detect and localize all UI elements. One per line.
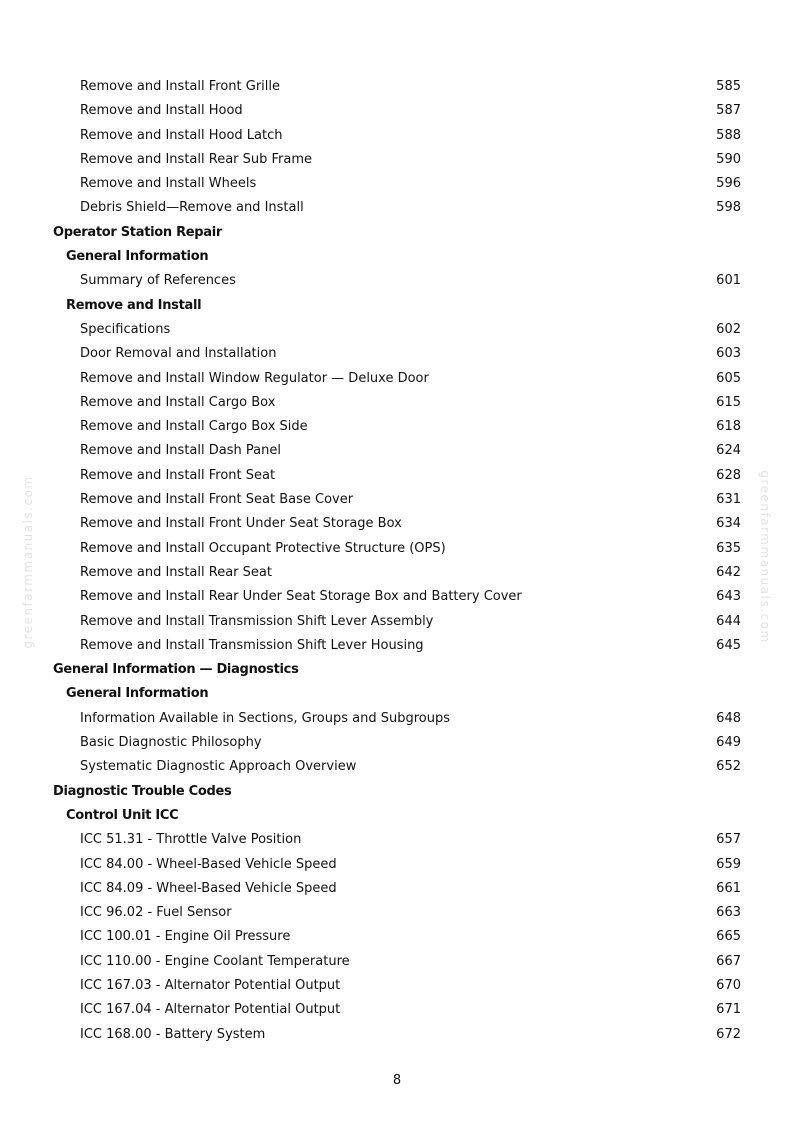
toc-entry-title: ICC 167.04 - Alternator Potential Output	[80, 1002, 341, 1018]
toc-entry-title: ICC 84.00 - Wheel-Based Vehicle Speed	[80, 856, 337, 872]
toc-entry	[0, 512, 794, 536]
toc-entry-title: Remove and Install Hood	[80, 103, 243, 119]
toc-entry-page-number: 671	[716, 1002, 741, 1018]
toc-entry	[0, 196, 794, 220]
toc-entry	[0, 1023, 794, 1047]
toc-entry-page-number: 635	[716, 540, 741, 556]
toc-entry	[0, 488, 794, 512]
toc-entry	[0, 950, 794, 974]
toc-entry-page-number: 596	[716, 176, 741, 192]
toc-entry-title: Remove and Install Transmission Shift Lever Housing	[80, 637, 424, 653]
toc-entry-title: Remove and Install Cargo Box	[80, 394, 276, 410]
toc-entry-page-number: 618	[716, 419, 741, 435]
toc-entry-title: Remove and Install Rear Seat	[80, 564, 272, 580]
toc-entry-title: General Information — Diagnostics	[53, 662, 299, 678]
toc-entry-title: Remove and Install Front Under Seat Storage Box	[80, 516, 402, 532]
toc-entry-title: ICC 110.00 - Engine Coolant Temperature	[80, 953, 350, 969]
toc-subsection-heading	[0, 294, 794, 318]
watermark-right: greenfarmmanuals.com	[758, 470, 772, 644]
toc-entry-title: Remove and Install Cargo Box Side	[80, 419, 308, 435]
toc-entry	[0, 561, 794, 585]
toc-entry-page-number: 605	[716, 370, 741, 386]
toc-entry-title: Remove and Install Rear Under Seat Storage Box and Battery Cover	[80, 589, 522, 605]
toc-subsection-heading	[0, 804, 794, 828]
toc-entry	[0, 318, 794, 342]
toc-entry-title: ICC 100.01 - Engine Oil Pressure	[80, 929, 291, 945]
page-number: 8	[392, 1073, 402, 1088]
toc-entry-page-number: 644	[716, 613, 741, 629]
toc-entry-page-number: 643	[716, 589, 741, 605]
toc-entry-page-number: 665	[716, 929, 741, 945]
toc-entry-page-number: 598	[716, 200, 741, 216]
toc-entry-title: ICC 168.00 - Battery System	[80, 1026, 266, 1042]
toc-entry	[0, 99, 794, 123]
toc-entry-page-number: 628	[716, 467, 741, 483]
toc-entry	[0, 731, 794, 755]
toc-entry-title: Remove and Install Hood Latch	[80, 127, 283, 143]
toc-entry	[0, 925, 794, 949]
toc-entry	[0, 124, 794, 148]
toc-entry	[0, 755, 794, 779]
toc-entry-title: Information Available in Sections, Groups and Subgroups	[80, 710, 451, 726]
toc-entry-page-number: 657	[716, 832, 741, 848]
toc-entry-page-number: 645	[716, 637, 741, 653]
toc-entry	[0, 537, 794, 561]
toc-entry-page-number: 649	[716, 735, 741, 751]
toc-entry	[0, 828, 794, 852]
toc-entry-page-number: 603	[716, 346, 741, 362]
toc-entry-title: Remove and Install Front Seat	[80, 467, 276, 483]
toc-entry-page-number: 667	[716, 953, 741, 969]
toc-section-heading	[0, 221, 794, 245]
toc-entry	[0, 75, 794, 99]
toc-entry	[0, 391, 794, 415]
toc-entry-title: Specifications	[80, 321, 171, 337]
toc-entry-page-number: 631	[716, 492, 741, 508]
toc-entry	[0, 901, 794, 925]
toc-entry	[0, 439, 794, 463]
toc-entry	[0, 634, 794, 658]
toc-entry-title: Remove and Install Dash Panel	[80, 443, 281, 459]
toc-entry-page-number: 670	[716, 977, 741, 993]
toc-subsection-heading	[0, 682, 794, 706]
toc-entry	[0, 610, 794, 634]
toc-entry	[0, 585, 794, 609]
toc-entry-title: ICC 84.09 - Wheel-Based Vehicle Speed	[80, 880, 337, 896]
toc-entry-page-number: 659	[716, 856, 741, 872]
toc-entry-title: Remove and Install	[66, 297, 202, 313]
toc-entry-title: Remove and Install Window Regulator — Deluxe Door	[80, 370, 429, 386]
toc-entry-title: Remove and Install Transmission Shift Lever Assembly	[80, 613, 434, 629]
toc-entry	[0, 877, 794, 901]
toc-entry-page-number: 590	[716, 151, 741, 167]
toc-entry-title: Systematic Diagnostic Approach Overview	[80, 759, 357, 775]
toc-entry-page-number: 601	[716, 273, 741, 289]
toc-entry	[0, 464, 794, 488]
toc-entry-page-number: 587	[716, 103, 741, 119]
toc-entry-title: Remove and Install Front Seat Base Cover	[80, 492, 354, 508]
toc-entry	[0, 367, 794, 391]
toc-entry	[0, 707, 794, 731]
toc-entry-page-number: 588	[716, 127, 741, 143]
toc-entry-title: General Information	[66, 686, 209, 702]
toc-entry	[0, 998, 794, 1022]
toc-entry-page-number: 585	[716, 79, 741, 94]
toc-entry-title: General Information	[66, 249, 209, 265]
toc-entry-title: ICC 167.03 - Alternator Potential Output	[80, 977, 341, 993]
toc-entry-page-number: 648	[716, 710, 741, 726]
toc-entry-title: ICC 51.31 - Throttle Valve Position	[80, 832, 302, 848]
toc-entry-title: Diagnostic Trouble Codes	[53, 783, 232, 799]
toc-entry-title: Door Removal and Installation	[80, 346, 277, 362]
toc-entry-page-number: 615	[716, 394, 741, 410]
toc-entry-title: Control Unit ICC	[66, 807, 179, 823]
toc-entry-title: Remove and Install Front Grille	[80, 79, 281, 94]
toc-entry	[0, 172, 794, 196]
toc-entry-page-number: 661	[716, 880, 741, 896]
toc-entry-title: Operator Station Repair	[53, 224, 223, 240]
toc-entry-page-number: 602	[716, 321, 741, 337]
toc-section-heading	[0, 780, 794, 804]
toc-entry-page-number: 634	[716, 516, 741, 532]
toc-entry	[0, 853, 794, 877]
toc-entry	[0, 974, 794, 998]
toc-entry-title: Debris Shield—Remove and Install	[80, 200, 304, 216]
toc-entry-page-number: 642	[716, 564, 741, 580]
toc-entry-page-number: 624	[716, 443, 741, 459]
toc-entry	[0, 342, 794, 366]
toc-entry-page-number: 663	[716, 905, 741, 921]
toc-entry	[0, 415, 794, 439]
toc-entry-title: Summary of References	[80, 273, 236, 289]
toc-entry-title: Basic Diagnostic Philosophy	[80, 735, 262, 751]
toc-section-heading	[0, 658, 794, 682]
toc-entry-page-number: 672	[716, 1026, 741, 1042]
toc-entry	[0, 269, 794, 293]
toc-entry-title: Remove and Install Wheels	[80, 176, 257, 192]
toc-entry-title: ICC 96.02 - Fuel Sensor	[80, 905, 232, 921]
toc-entry-title: Remove and Install Occupant Protective Structure (OPS)	[80, 540, 446, 556]
table-of-contents	[0, 75, 794, 1047]
toc-subsection-heading	[0, 245, 794, 269]
toc-entry	[0, 148, 794, 172]
toc-entry-title: Remove and Install Rear Sub Frame	[80, 151, 313, 167]
watermark-left: greenfarmmanuals.com	[21, 475, 35, 649]
toc-entry-page-number: 652	[716, 759, 741, 775]
